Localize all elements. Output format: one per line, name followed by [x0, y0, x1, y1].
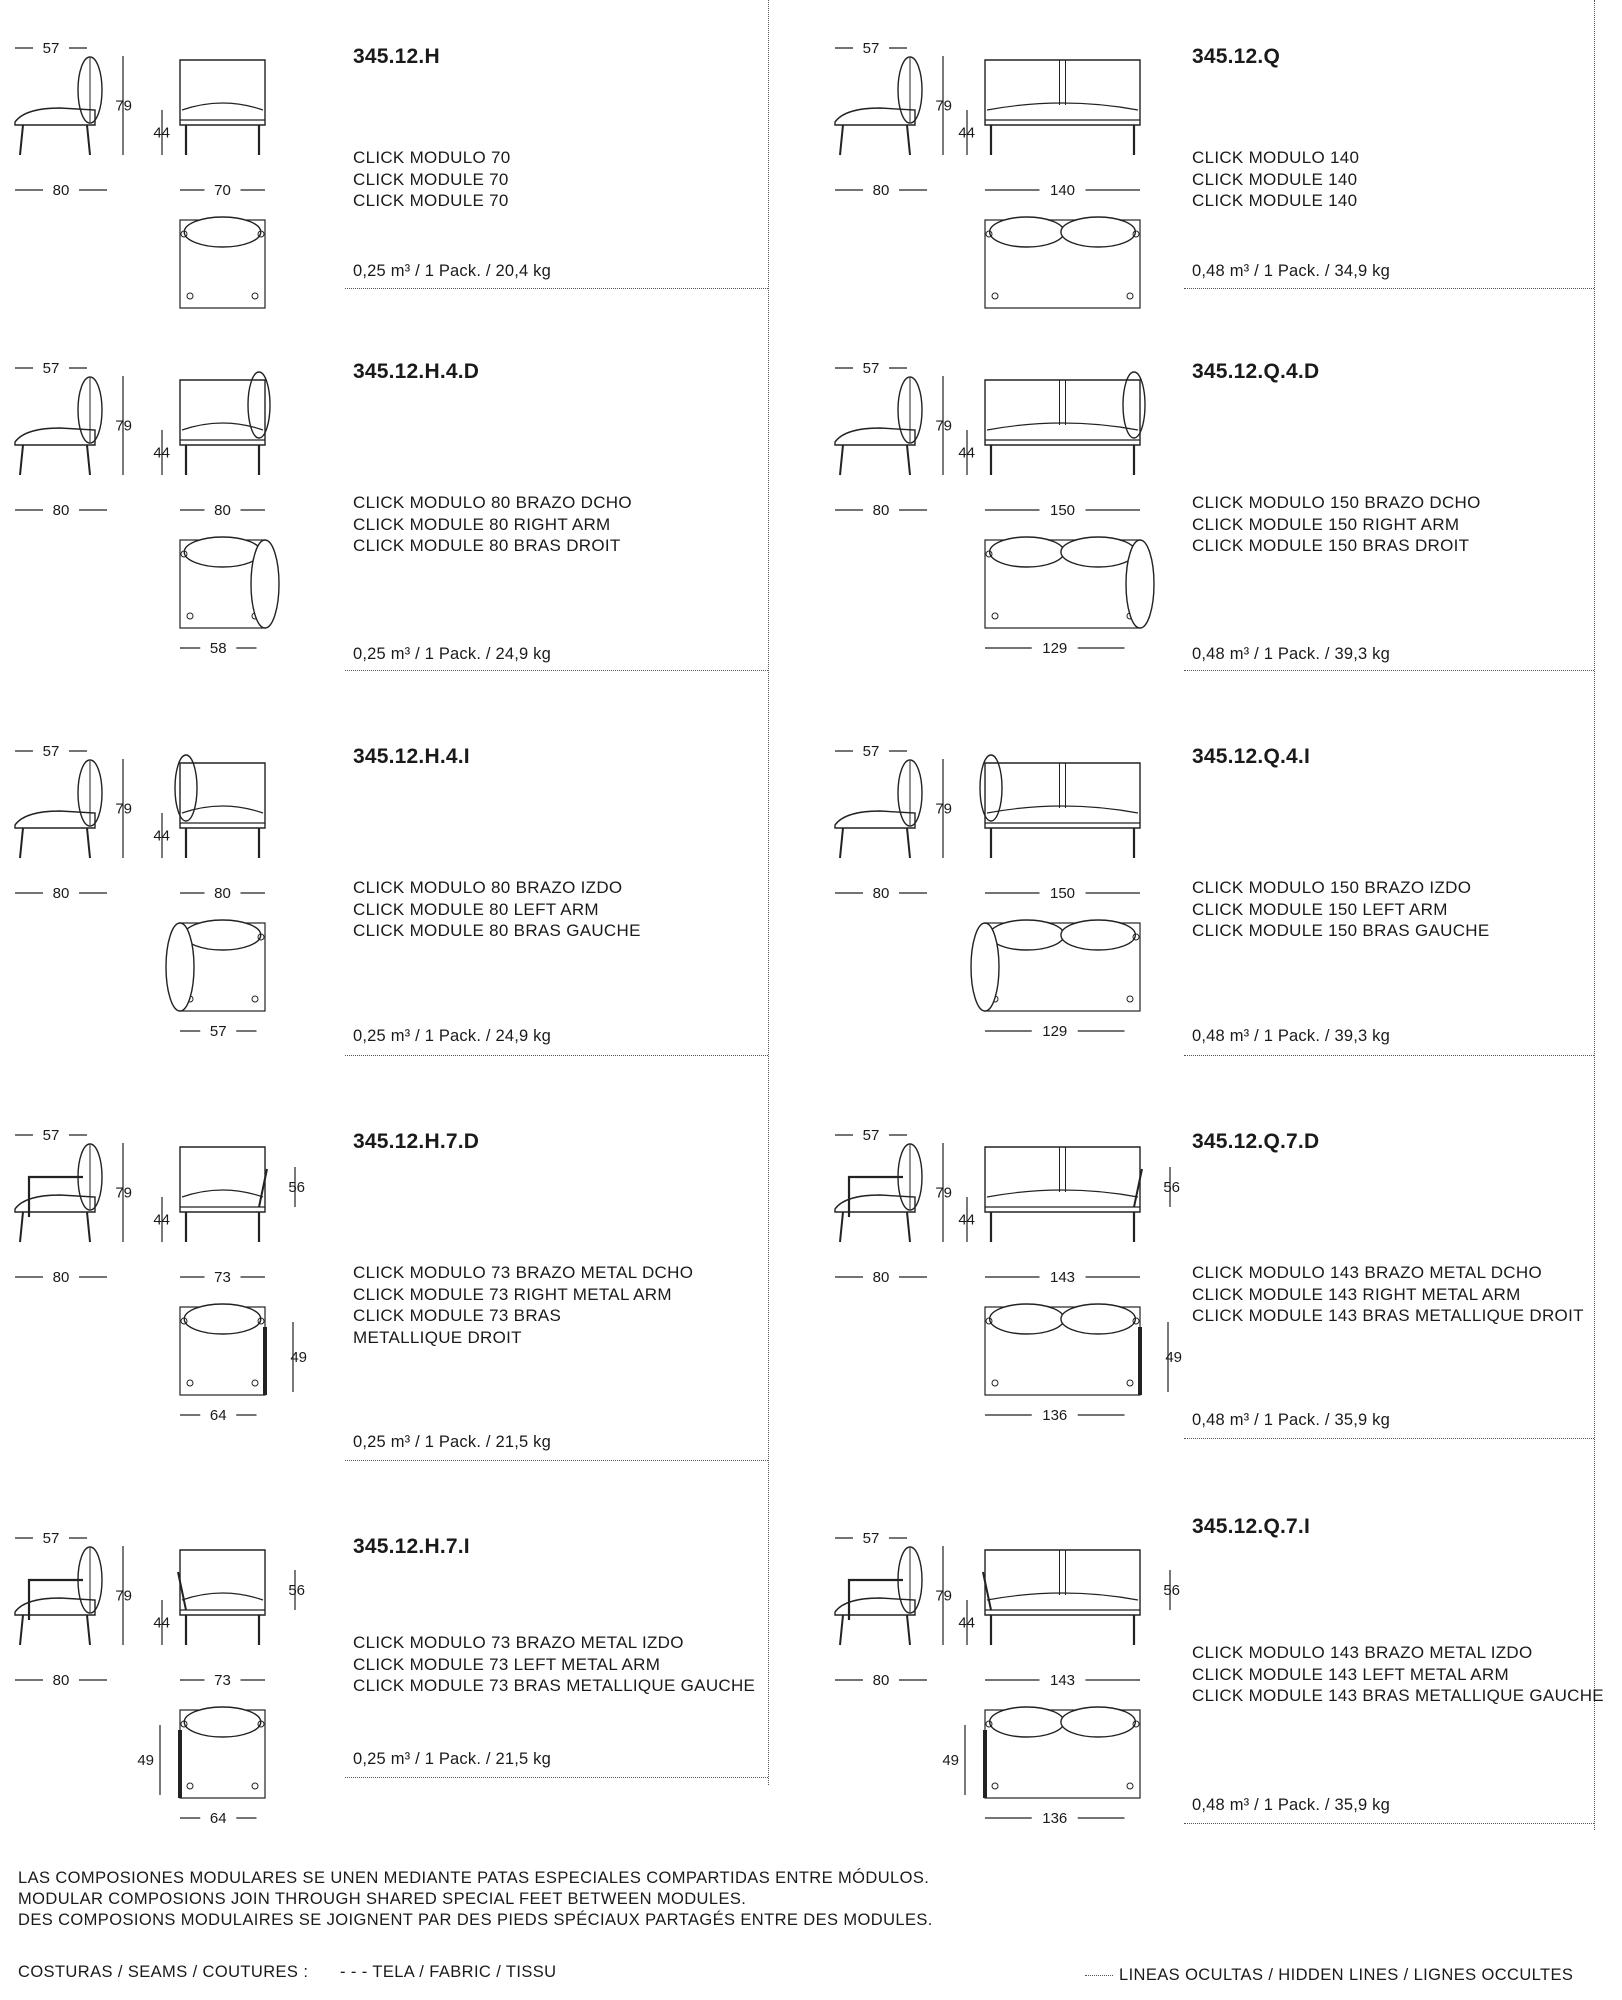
- dim-arm-height: 56: [1163, 1582, 1180, 1599]
- description-line: CLICK MODULO 70: [353, 148, 511, 167]
- description-line: CLICK MODULO 73 BRAZO METAL DCHO: [353, 1263, 694, 1282]
- dim-arm-height: 56: [1163, 1179, 1180, 1196]
- module-code: 345.12.H: [353, 45, 440, 68]
- dim-back-depth: 57: [862, 743, 880, 760]
- dim-back-depth: 57: [862, 360, 880, 377]
- description-line: CLICK MODULE 150 BRAS DROIT: [1192, 536, 1470, 555]
- dim-width: 73: [214, 1269, 231, 1286]
- footer-note-es: LAS COMPOSIONES MODULARES SE UNEN MEDIANTE PATAS ESPECIALES COMPARTIDAS ENTRE MÓDULOS.: [18, 1869, 930, 1887]
- dim-width: 150: [1049, 502, 1076, 519]
- dim-plan-depth: 129: [1042, 640, 1068, 657]
- module-description: [353, 1632, 755, 1697]
- dim-back-depth: 57: [42, 1530, 60, 1547]
- module-code: 345.12.H.7.I: [353, 1535, 470, 1558]
- dim-depth: 80: [52, 502, 70, 519]
- description-line: CLICK MODULE 80 RIGHT ARM: [353, 514, 611, 534]
- dim-seat-height: 44: [153, 124, 170, 142]
- description-line: CLICK MODULE 73 RIGHT METAL ARM: [353, 1284, 672, 1304]
- side-view: [15, 1547, 102, 1645]
- module-code: 345.12.Q.4.I: [1192, 745, 1310, 768]
- dim-plan-depth: 136: [1042, 1407, 1068, 1424]
- dim-height: 79: [935, 800, 952, 818]
- fabric-label: - - - TELA / FABRIC / TISSU: [340, 1963, 557, 1981]
- description-line: CLICK MODULE 140: [1192, 191, 1358, 210]
- description-line: CLICK MODULE 80 BRAS DROIT: [353, 536, 621, 555]
- module-code: 345.12.H.7.D: [353, 1130, 480, 1153]
- dim-plan-depth: 129: [1042, 1023, 1068, 1040]
- dim-height: 79: [115, 97, 132, 115]
- dim-plan-depth: 58: [209, 640, 227, 657]
- dim-width: 143: [1049, 1269, 1076, 1286]
- hidden-lines-icon: [1085, 1975, 1113, 1976]
- dim-seat-height: 44: [958, 1211, 975, 1229]
- description-line: CLICK MODULE 80 BRAS GAUCHE: [353, 921, 641, 940]
- description-line: CLICK MODULO 143 BRAZO METAL IZDO: [1192, 1643, 1533, 1662]
- description-line: CLICK MODULE 70: [353, 191, 509, 210]
- dim-height: 79: [115, 1184, 132, 1202]
- dim-arm-height: 56: [288, 1179, 305, 1196]
- dim-depth: 80: [872, 1672, 890, 1689]
- module-code: 345.12.Q.7.D: [1192, 1130, 1320, 1153]
- dim-width: 143: [1049, 1672, 1076, 1689]
- dim-depth: 80: [872, 502, 890, 519]
- packaging-spec: 0,48 m³ / 1 Pack. / 35,9 kg: [1192, 1411, 1390, 1429]
- dim-seat-height: 44: [153, 444, 170, 462]
- card-bottom-rule: [345, 1777, 768, 1778]
- packaging-spec: 0,48 m³ / 1 Pack. / 39,3 kg: [1192, 1027, 1390, 1045]
- description-line: CLICK MODULE 73 BRAS: [353, 1306, 562, 1325]
- module-code: 345.12.Q.4.D: [1192, 360, 1320, 383]
- description-line: CLICK MODULO 73 BRAZO METAL IZDO: [353, 1633, 684, 1652]
- plan-view: [180, 1707, 265, 1798]
- dim-arm-depth: 49: [942, 1752, 959, 1769]
- dim-depth: 80: [52, 182, 70, 199]
- description-line: CLICK MODULO 80 BRAZO IZDO: [353, 878, 623, 897]
- dim-seat-height: 44: [958, 1614, 975, 1632]
- description-line: CLICK MODULE 150 LEFT ARM: [1192, 899, 1448, 919]
- packaging-spec: 0,48 m³ / 1 Pack. / 34,9 kg: [1192, 262, 1390, 280]
- module-code: 345.12.Q.7.I: [1192, 1515, 1310, 1538]
- dim-plan-depth: 64: [209, 1407, 227, 1424]
- description-line: CLICK MODULO 150 BRAZO DCHO: [1192, 493, 1481, 512]
- description-line: CLICK MODULO 140: [1192, 148, 1360, 167]
- dim-depth: 80: [872, 1269, 890, 1286]
- dim-depth: 80: [52, 1269, 70, 1286]
- description-line: CLICK MODULE 140: [1192, 169, 1358, 189]
- module-code: 345.12.H.4.D: [353, 360, 480, 383]
- dim-depth: 80: [52, 885, 70, 902]
- dim-back-depth: 57: [862, 1530, 880, 1547]
- description-line: CLICK MODULE 150 RIGHT ARM: [1192, 514, 1460, 534]
- dim-width: 70: [214, 182, 231, 199]
- description-line: CLICK MODULO 150 BRAZO IZDO: [1192, 878, 1472, 897]
- dim-height: 79: [935, 1587, 952, 1605]
- dim-arm-depth: 49: [1165, 1349, 1182, 1366]
- description-line: CLICK MODULE 143 BRAS METALLIQUE DROIT: [1192, 1306, 1584, 1325]
- packaging-spec: 0,25 m³ / 1 Pack. / 24,9 kg: [353, 645, 551, 663]
- dim-height: 79: [935, 1184, 952, 1202]
- packaging-spec: 0,25 m³ / 1 Pack. / 21,5 kg: [353, 1750, 551, 1768]
- dim-seat-height: 44: [153, 1614, 170, 1632]
- dim-back-depth: 57: [42, 743, 60, 760]
- module-code: 345.12.Q: [1192, 45, 1280, 68]
- dim-back-depth: 57: [42, 360, 60, 377]
- footer-notes: [18, 1868, 933, 1931]
- dim-seat-height: 44: [958, 124, 975, 142]
- dim-arm-depth: 49: [137, 1752, 154, 1769]
- description-line: CLICK MODULE 80 LEFT ARM: [353, 899, 599, 919]
- description-line: CLICK MODULO 80 BRAZO DCHO: [353, 493, 632, 512]
- dim-width: 80: [214, 502, 231, 519]
- dim-arm-height: 56: [288, 1582, 305, 1599]
- plan-view: [985, 1707, 1140, 1798]
- footer-note-fr: DES COMPOSIONS MODULAIRES SE JOIGNENT PAR DES PIEDS SPÉCIAUX PARTAGÉS ENTRE DES MODULES.: [18, 1911, 933, 1929]
- hidden-lines-legend: [1085, 1966, 1573, 1985]
- dim-plan-depth: 64: [209, 1810, 227, 1827]
- dim-back-depth: 57: [862, 1127, 880, 1144]
- packaging-spec: 0,25 m³ / 1 Pack. / 21,5 kg: [353, 1433, 551, 1451]
- seams-label: COSTURAS / SEAMS / COUTURES :: [18, 1963, 309, 1981]
- description-line: CLICK MODULE 143 RIGHT METAL ARM: [1192, 1284, 1521, 1304]
- dim-back-depth: 57: [42, 40, 60, 57]
- front-view: [983, 1550, 1140, 1645]
- dim-height: 79: [935, 417, 952, 435]
- packaging-spec: 0,25 m³ / 1 Pack. / 20,4 kg: [353, 262, 551, 280]
- dim-width: 80: [214, 885, 231, 902]
- description-line: CLICK MODULE 73 BRAS METALLIQUE GAUCHE: [353, 1676, 756, 1695]
- description-line: CLICK MODULE 143 BRAS METALLIQUE GAUCHE: [1192, 1686, 1604, 1705]
- packaging-spec: 0,25 m³ / 1 Pack. / 24,9 kg: [353, 1027, 551, 1045]
- dim-depth: 80: [872, 182, 890, 199]
- dim-plan-depth: 57: [209, 1023, 227, 1040]
- front-view: [178, 1550, 265, 1645]
- dim-width: 140: [1049, 182, 1076, 199]
- module-code: 345.12.H.4.I: [353, 745, 470, 768]
- dim-height: 79: [115, 417, 132, 435]
- dim-seat-height: 44: [153, 1211, 170, 1229]
- side-view: [835, 1547, 922, 1645]
- dim-back-depth: 57: [42, 1127, 60, 1144]
- dim-seat-height: 44: [958, 444, 975, 462]
- dim-plan-depth: 136: [1042, 1810, 1068, 1827]
- description-line: CLICK MODULO 143 BRAZO METAL DCHO: [1192, 1263, 1542, 1282]
- description-line: METALLIQUE DROIT: [353, 1327, 522, 1347]
- description-line: CLICK MODULE 70: [353, 169, 509, 189]
- dim-width: 73: [214, 1672, 231, 1689]
- dim-height: 79: [115, 800, 132, 818]
- dim-width: 150: [1049, 885, 1076, 902]
- card-bottom-rule: [1184, 1823, 1594, 1824]
- dim-depth: 80: [52, 1672, 70, 1689]
- technical-drawing: [0, 0, 800, 2000]
- description-line: CLICK MODULE 150 BRAS GAUCHE: [1192, 921, 1490, 940]
- dim-depth: 80: [872, 885, 890, 902]
- dim-height: 79: [935, 97, 952, 115]
- module-description: [1192, 1642, 1604, 1707]
- footer-note-en: MODULAR COMPOSIONS JOIN THROUGH SHARED SPECIAL FEET BETWEEN MODULES.: [18, 1890, 747, 1908]
- dim-back-depth: 57: [862, 40, 880, 57]
- description-line: CLICK MODULE 73 LEFT METAL ARM: [353, 1654, 661, 1674]
- description-line: CLICK MODULE 143 LEFT METAL ARM: [1192, 1664, 1509, 1684]
- dim-arm-depth: 49: [290, 1349, 307, 1366]
- dim-seat-height: 44: [153, 827, 170, 845]
- hidden-lines-label: LINEAS OCULTAS / HIDDEN LINES / LIGNES OCCULTES: [1119, 1966, 1574, 1984]
- packaging-spec: 0,48 m³ / 1 Pack. / 39,3 kg: [1192, 645, 1390, 663]
- packaging-spec: 0,48 m³ / 1 Pack. / 35,9 kg: [1192, 1796, 1390, 1814]
- dim-height: 79: [115, 1587, 132, 1605]
